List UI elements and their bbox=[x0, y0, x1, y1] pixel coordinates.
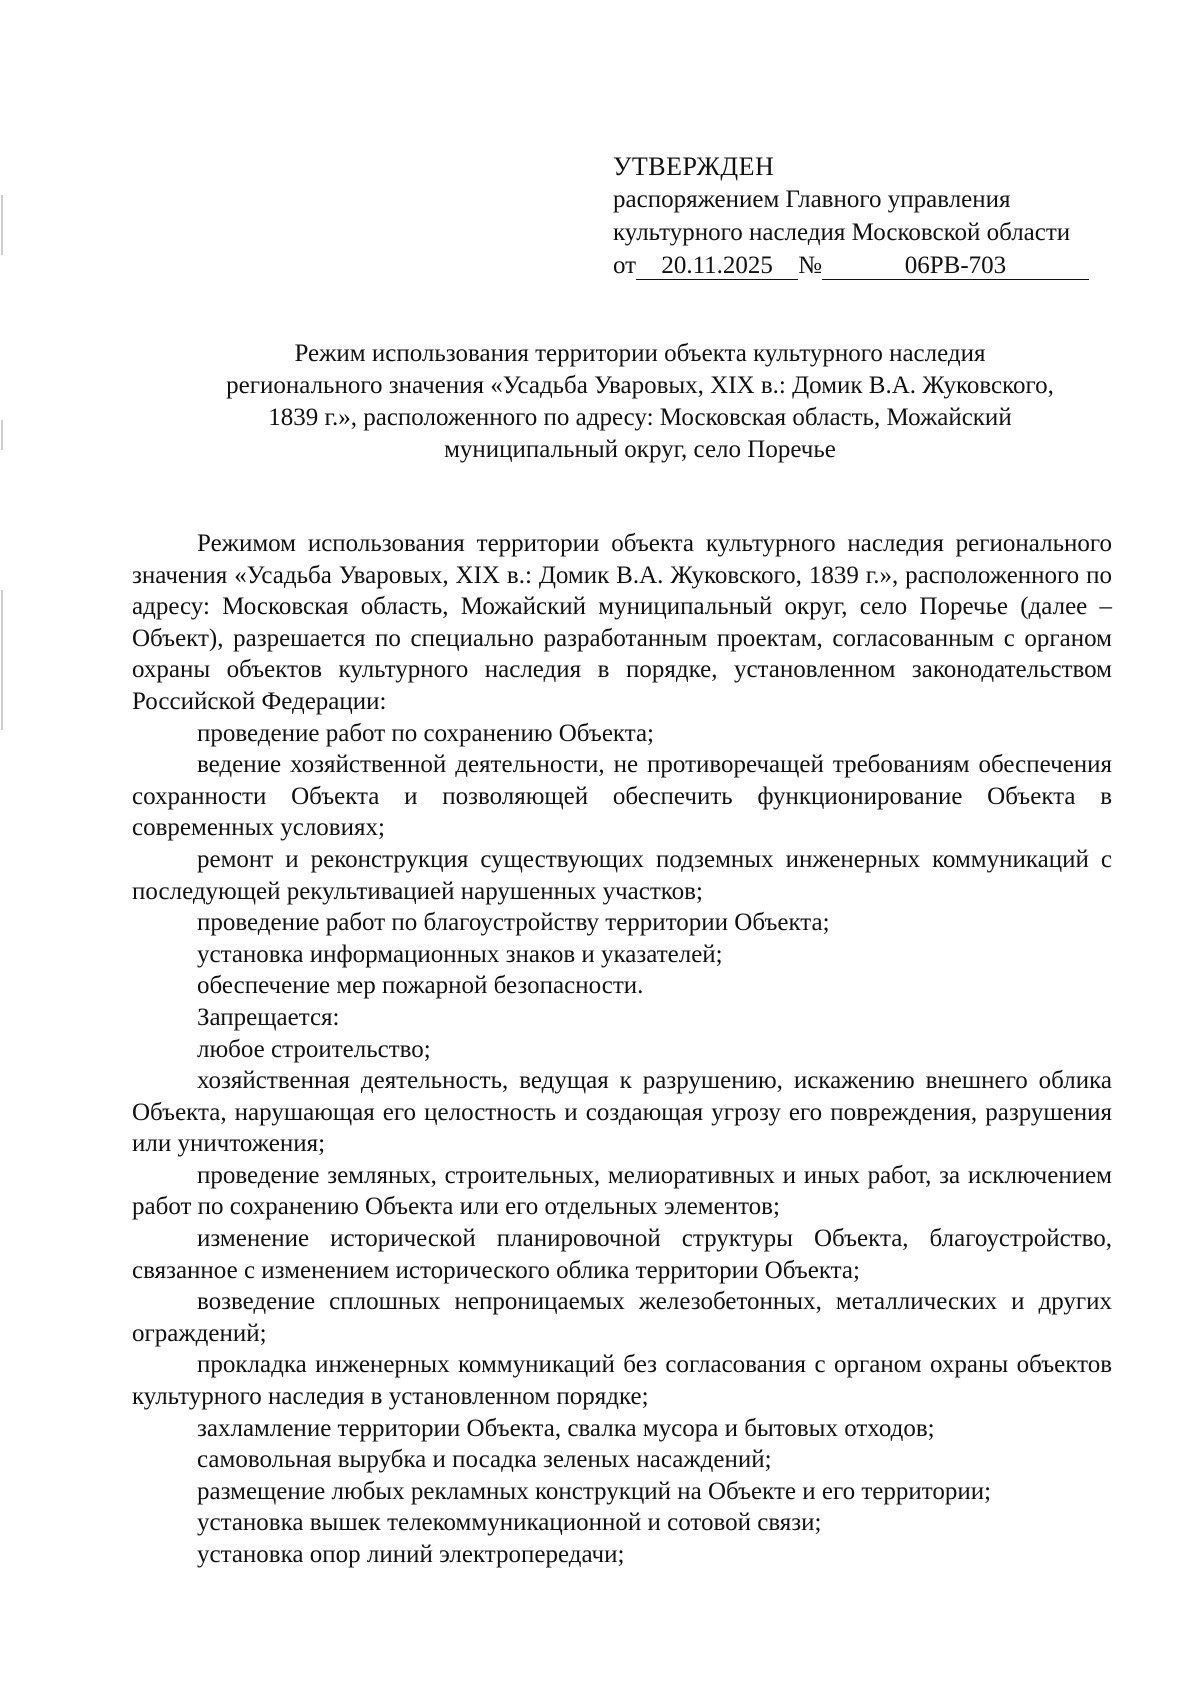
title-line-3: 1839 г.», расположенного по адресу: Московская область, Можайский bbox=[268, 404, 1012, 431]
list-item: установка опор линий электропередачи; bbox=[197, 1541, 625, 1568]
paragraph-intro: Режимом использования территории объекта культурного наследия регионального значения «Усадьба Уваровых, XIX в.: Домик В.А. Жуковского, 1839 г.», расположенного по адресу: Московская область, Можайский муниципальный округ, село Поречье (далее – Объект), разрешается по специально разработанным проектам, согласованным с органом охраны объектов культурного наследия в порядке, установленном законодательством Российской Федерации: bbox=[132, 530, 1112, 715]
approval-line-1: распоряжением Главного управления bbox=[613, 186, 1011, 213]
date-prefix: от bbox=[613, 252, 637, 279]
prohibited-heading: Запрещается: bbox=[197, 1003, 340, 1031]
list-item: любое строительство; bbox=[197, 1035, 431, 1063]
list-item: обеспечение мер пожарной безопасности. bbox=[197, 972, 644, 1000]
title-line-1: Режим использования территории объекта культурного наследия bbox=[294, 340, 986, 367]
approval-date-line bbox=[613, 249, 1113, 282]
scan-margin-marks bbox=[0, 0, 6, 1698]
title-line-4: муниципальный округ, село Поречье bbox=[444, 436, 836, 463]
number-sign: № bbox=[798, 252, 822, 279]
list-item: прокладка инженерных коммуникаций без согласования с органом охраны объектов культурного наследия в установленном порядке; bbox=[132, 1351, 1112, 1411]
list-item: хозяйственная деятельность, ведущая к разрушению, искажению внешнего облика Объекта, нарушающая его целостность и создающая угрозу его повреждения, разрушения или уничтожения; bbox=[132, 1067, 1112, 1158]
list-item: размещение любых рекламных конструкций на Объекте и его территории; bbox=[197, 1477, 992, 1505]
list-item: ремонт и реконструкция существующих подземных инженерных коммуникаций с последующей рекультивацией нарушенных участков; bbox=[132, 845, 1112, 905]
list-item: самовольная вырубка и посадка зеленых насаждений; bbox=[197, 1446, 772, 1474]
list-item: изменение исторической планировочной структуры Объекта, благоустройство, связанное с изменением исторического облика территории Объекта; bbox=[132, 1225, 1112, 1284]
approval-label: УТВЕРЖДЕН bbox=[613, 152, 775, 181]
approval-line-2: культурного наследия Московской области bbox=[613, 219, 1071, 246]
list-item: проведение работ по сохранению Объекта; bbox=[197, 719, 655, 747]
approval-block bbox=[613, 150, 1113, 282]
list-item: установка вышек телекоммуникационной и сотовой связи; bbox=[197, 1509, 822, 1537]
title-line-2: регионального значения «Усадьба Уваровых, XIX в.: Домик В.А. Жуковского, bbox=[226, 372, 1054, 399]
approval-date: 20.11.2025 bbox=[636, 252, 798, 280]
list-item: установка информационных знаков и указателей; bbox=[197, 940, 723, 968]
list-item: захламление территории Объекта, свалка мусора и бытовых отходов; bbox=[197, 1414, 935, 1442]
approval-number: 06РВ-703 bbox=[822, 252, 1089, 280]
document-body bbox=[132, 528, 1112, 1571]
list-item: возведение сплошных непроницаемых железобетонных, металлических и других ограждений; bbox=[132, 1288, 1112, 1347]
list-item: ведение хозяйственной деятельности, не противоречащей требованиям обеспечения сохранности Объекта и позволяющей обеспечить функционирование Объекта в современных условиях; bbox=[132, 751, 1112, 842]
document-title bbox=[170, 338, 1110, 466]
list-item: проведение земляных, строительных, мелиоративных и иных работ, за исключением работ по сохранению Объекта или его отдельных элементов; bbox=[132, 1161, 1112, 1221]
list-item: проведение работ по благоустройству территории Объекта; bbox=[197, 909, 830, 937]
